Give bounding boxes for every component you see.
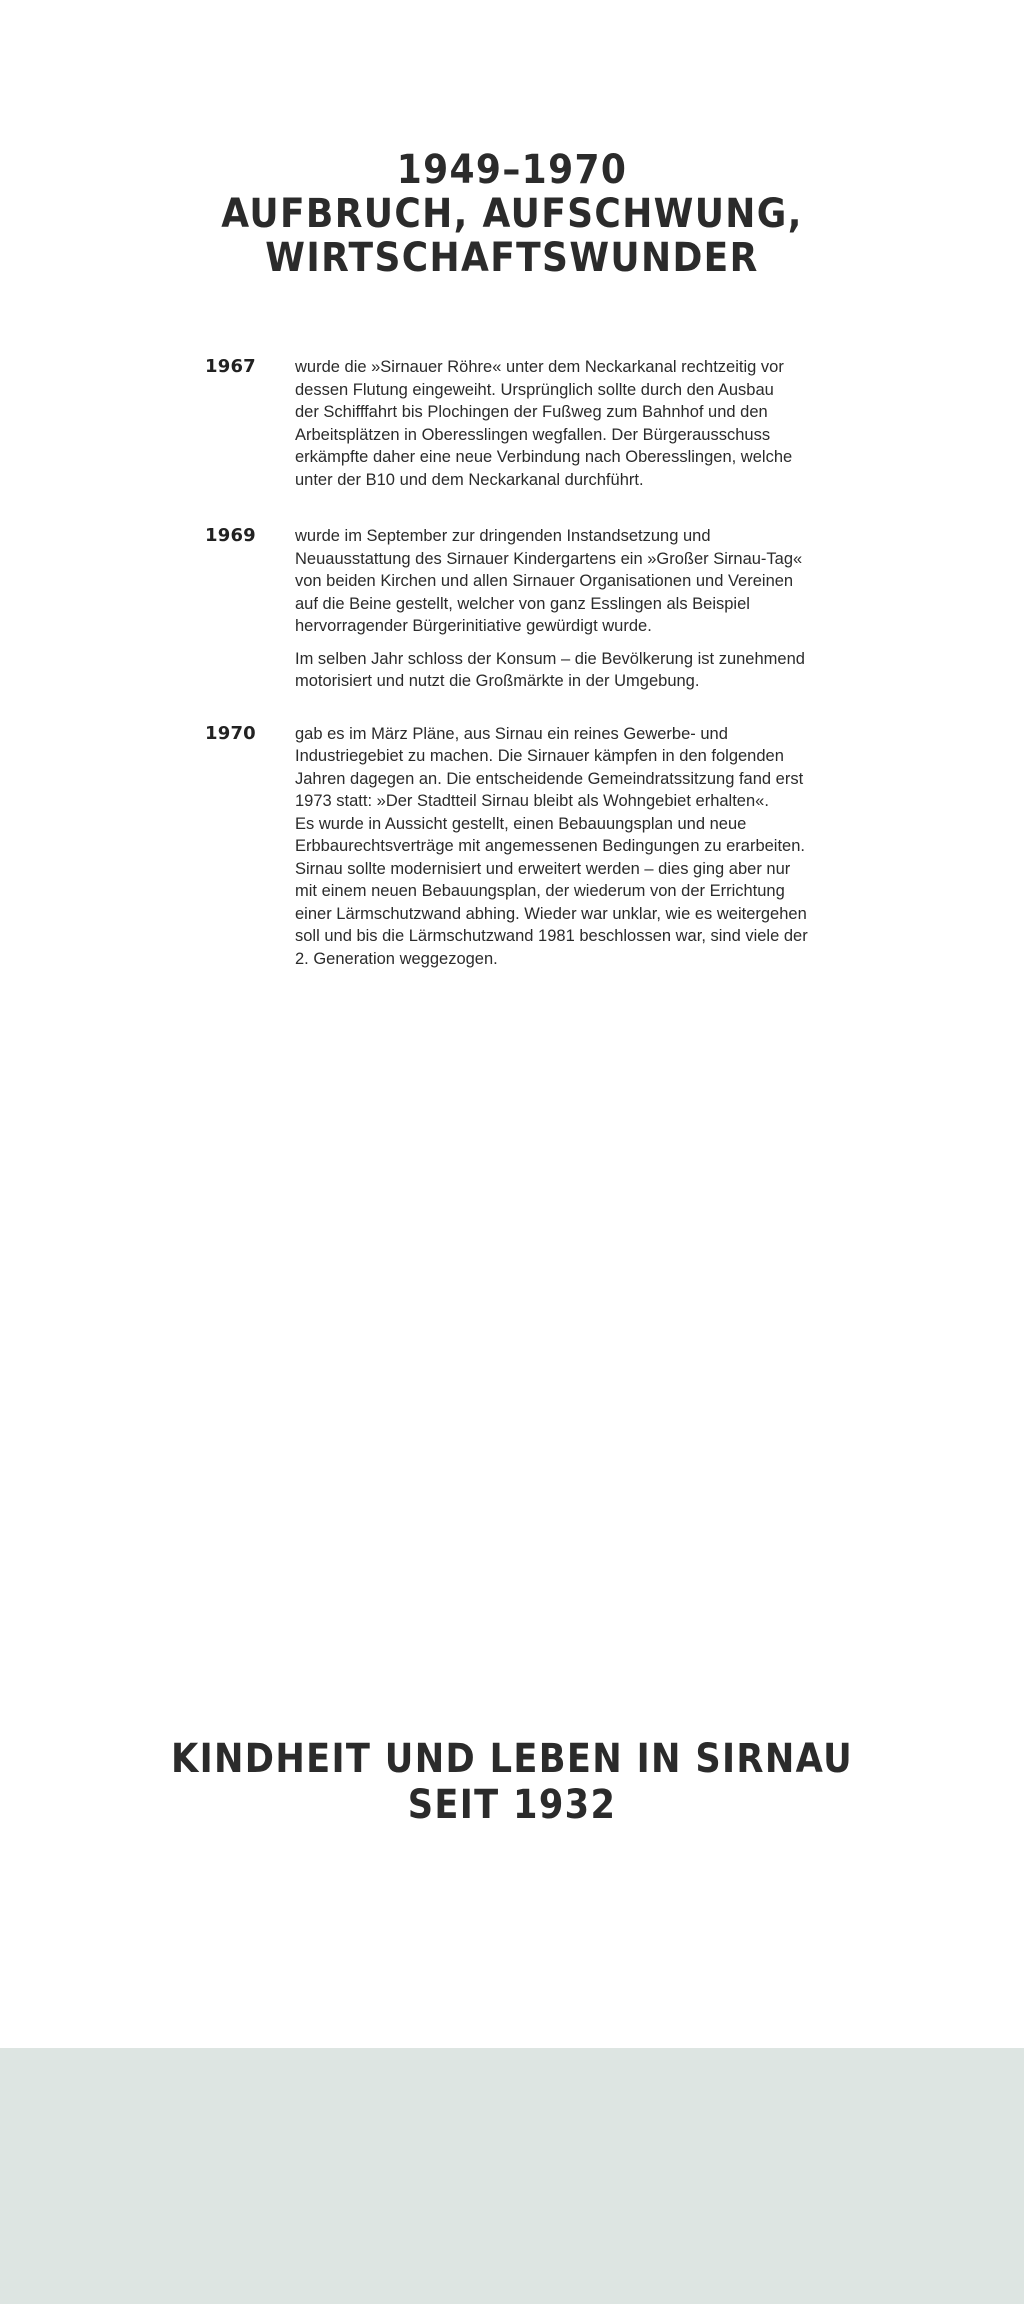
text-line: motorisiert und nutzt die Großmärkte in der Umgebung. [295,672,700,690]
text-line: Erbbaurechtsverträge mit angemessenen Bedingungen zu erarbeiten. [295,837,805,855]
text-line: Sirnau sollte modernisiert und erweitert werden – dies ging aber nur [295,859,791,878]
entry-body [295,356,825,491]
text-line: Im selben Jahr schloss der Konsum – die Bevölkerung ist zunehmend [295,649,805,668]
entry-paragraph [295,525,825,638]
text-line: gab es im März Pläne, aus Sirnau ein reines Gewerbe- und [295,724,728,743]
text-line: Es wurde in Aussicht gestellt, einen Bebauungsplan und neue [295,814,747,833]
text-line: Neuausstattung des Sirnauer Kindergartens ein »Großer Sirnau-Tag« [295,549,803,568]
text-line: 2. Generation weggezogen. [295,949,498,968]
entry-paragraph [295,648,825,693]
text-line: erkämpfte daher eine neue Verbindung nach Oberesslingen, welche [295,448,793,466]
text-line: Industriegebiet zu machen. Die Sirnauer kämpfen in den folgenden [295,747,784,765]
entry-paragraph [295,723,825,971]
text-line: unter der B10 und dem Neckarkanal durchführt. [295,470,644,489]
section-heading [0,1736,1024,1828]
text-line: wurde die »Sirnauer Röhre« unter dem Neckarkanal rechtzeitig vor [295,358,784,376]
text-line: Arbeitsplätzen in Oberesslingen wegfallen. Der Bürgerausschuss [295,425,771,444]
timeline-entry-1967 [205,356,825,491]
text-line: Jahren dagegen an. Die entscheidende Gemeindratssitzung fand erst [295,769,804,788]
entry-year: 1970 [205,722,256,744]
title-line-2: WIRTSCHAFTSWUNDER [265,235,759,281]
title-line-1: AUFBRUCH, AUFSCHWUNG, [221,191,803,237]
text-line: auf die Beine gestellt, welcher von ganz Esslingen als Beispiel [295,594,750,613]
text-line: der Schifffahrt bis Plochingen der Fußweg zum Bahnhof und den [295,403,768,421]
entry-body [295,723,825,971]
text-line: einer Lärmschutzwand abhing. Wieder war unklar, wie es weitergehen [295,904,807,923]
entry-body [295,525,825,693]
section-heading-line-2: SEIT 1932 [407,1782,617,1828]
page-title [0,148,1024,280]
entry-year: 1969 [205,525,256,546]
text-line: dessen Flutung eingeweiht. Ursprünglich sollte durch den Ausbau [295,380,774,399]
section-heading-line-1: KINDHEIT UND LEBEN IN SIRNAU [170,1736,854,1782]
title-line-years: 1949–1970 [396,147,628,193]
text-line: soll und bis die Lärmschutzwand 1981 beschlossen war, sind viele der [295,927,808,945]
entry-paragraph [295,356,825,491]
text-line: mit einem neuen Bebauungsplan, der wiederum von der Errichtung [295,882,785,900]
timeline-entry-1970 [205,723,825,971]
timeline-entry-1969 [205,525,825,693]
text-line: hervorragender Bürgerinitiative gewürdigt wurde. [295,617,652,635]
footer-band [0,2048,1024,2304]
text-line: 1973 statt: »Der Stadtteil Sirnau bleibt als Wohngebiet erhalten«. [295,792,769,810]
text-line: wurde im September zur dringenden Instandsetzung und [295,527,711,545]
entry-year: 1967 [205,356,256,377]
timeline [205,356,825,970]
text-line: von beiden Kirchen und allen Sirnauer Organisationen und Vereinen [295,572,794,590]
